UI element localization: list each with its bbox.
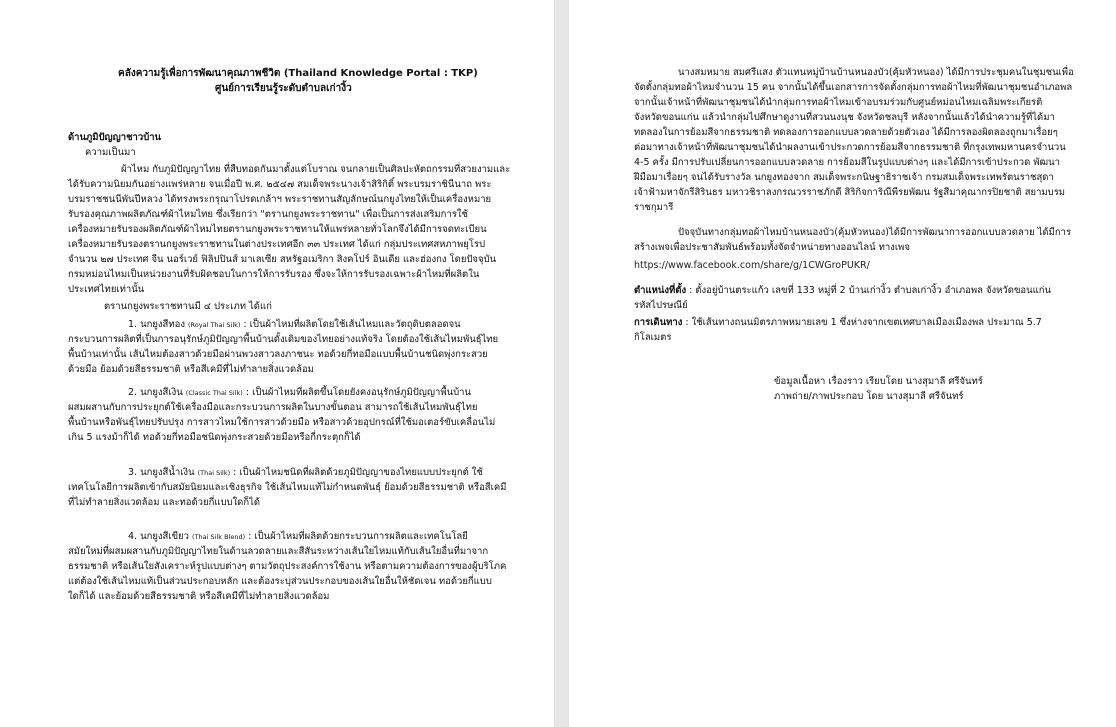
intro-line: เครื่องหมายรับรองผลิตภัณฑ์ผ้าไหมไทยตรานกยูงพระราชทานให้แพร่หลายทั่วโลกจึงได้มีการจดทะเบียน	[68, 224, 487, 235]
item-name: นกยูงสีเงิน	[140, 387, 183, 398]
page-subtitle: ศูนย์การเรียนรู้ระดับตำบลเก่างิ้ว	[215, 83, 352, 94]
list-item-line: สมัยใหม่ที่ผสมผสานกับภูมิปัญญาไทยในด้านลวดลายและสีสันระหว่างเส้นใยไหมแท้กับเส้นใยอื่นที่มาจาก	[68, 546, 489, 557]
list-item-header	[128, 530, 468, 544]
intro-line: บรมราชชนนีพันปีหลวง ได้ทรงพระกรุณาโปรดเกล้าฯ พระราชทานสัญลักษณ์นกยูงไทยให้เป็นเครื่องหมาย	[68, 194, 492, 205]
location-label: ตำแหน่งที่ตั้ง	[634, 285, 687, 296]
paragraph-line: นางสมหมาย สมศรีแสง ตัวแทนหมู่บ้านบ้านหนองบัว(คุ้มหัวหนอง) ได้มีการประชุมคนในชุมชนเพื่อ	[678, 67, 1074, 78]
paragraph-line: ทดลองในการย้อมสีจากธรรมชาติ ทดลองการออกแบบลวดลายด้วยตัวเอง ได้มีการลองผิดลองถูกมาเรื่อยๆ	[634, 127, 1058, 138]
item-description: : เป็นผ้าไหมที่ผลิตโดยใช้เส้นไหมและวัตถุดิบตลอดจน	[240, 319, 461, 330]
location-line	[634, 284, 1051, 298]
item-description: : เป็นผ้าไหมที่ผลิตขึ้นโดยยังคงอนุรักษ์ภูมิปัญญาพื้นบ้าน	[242, 387, 471, 398]
paragraph-line: เจ้าฟ้ามหาจักรีสิรินธร มหาวชิราลงกรณวรราชภักดี สิริกิจการิณีพีรยพัฒน รัฐสีมาคุณากรปิยชาติ สยามบรม	[634, 187, 1066, 198]
paragraph-line: ฝีมือมาเรื่อยๆ จนได้รับรางวัล นกยูงทองจาก สมเด็จพระกนิษฐาธิราชเจ้า กรมสมเด็จพระเทพรัตนราชสุดา	[634, 172, 1054, 183]
location-text: : ตั้งอยู่บ้านตระแก้ว เลขที่ 133 หมู่ที่ 2 บ้านเก่างิ้ว ตำบลเก่างิ้ว อำเภอพล จังหวัดขอนแก่น	[686, 285, 1052, 296]
intro-line: รับรองคุณภาพผลิตภัณฑ์ผ้าไหมไทย ซึ่งเรียกว่า "ตรานกยูงพระราชทาน" เพื่อเป็นการส่งเสริมการใช้	[68, 209, 468, 220]
list-item-header	[128, 386, 471, 400]
intro-line: จำนวน ๒๗ ประเทศ จีน นอร์เวย์ ฟิลิปปินส์ มาเลเซีย สหรัฐอเมริกา สิงคโปร์ อินเดีย และฮ่องกง โดยปัจจุบัน	[68, 254, 497, 265]
list-item-line: ใดก็ได้ และย้อมด้วยสีธรรมชาติ หรือสีเคมีที่ไม่ทำลายสิ่งแวดล้อม	[68, 591, 330, 602]
item-number: 4.	[128, 531, 138, 542]
intro-line: กรมหม่อนไหมเป็นหน่วยงานที่รับผิดชอบในการให้การรับรอง ซึ่งจะให้การรับรองเฉพาะผ้าไหมที่ผลิตใน	[68, 269, 480, 280]
intro-line: เครื่องหมายรับรองตรานกยูงพระราชทานในต่างประเทศอีก ๓๓ ประเทศ ได้แก่ กลุ่มประเทศสหภาพยุโรป	[68, 239, 486, 250]
travel-text: : ใช้เส้นทางถนนมิตรภาพหมายเลข 1 ซึ่งห่างจากเขตเทศบาลเมืองเมืองพล ประมาณ 5.7	[682, 317, 1042, 328]
facebook-page-link[interactable]: https://www.facebook.com/share/g/1CWGroPUKR/	[634, 260, 870, 271]
paragraph-line: ปัจจุบันทางกลุ่มทอผ้าไหมบ้านหนองบัว(คุ้มหัวหนอง)ได้มีการพัฒนาการออกแบบลวดลาย ได้มีการ	[678, 227, 1072, 238]
types-intro: ตรานกยูงพระราชทานมี ๔ ประเภท ได้แก่	[104, 301, 272, 312]
travel-line-2: กิโลเมตร	[634, 332, 672, 343]
list-item-line: ผสมผสานกับการประยุกต์ใช้เครื่องมือและกระบวนการผลิตในบางขั้นตอน สามารถใช้เส้นไหมพันธุ์ไทย	[68, 402, 478, 413]
paragraph-line: สร้างเพจเพื่อประชาสัมพันธ์พร้อมทั้งจัดจำหน่ายทางออนไลน์ ทางเพจ	[634, 242, 910, 253]
list-item-line: กระบวนการผลิตที่เป็นการอนุรักษ์ภูมิปัญญาพื้นบ้านดั้งเดิมของไทยอย่างแท้จริง โดยต้องใช้เส้นไหมพันธุ์ไทย	[68, 334, 499, 345]
item-name: นกยูงสีเขียว	[140, 531, 190, 542]
item-description: : เป็นผ้าไหมชนิดที่ผลิตด้วยภูมิปัญญาของไทยแบบประยุกต์ ใช้	[230, 467, 483, 478]
paragraph-line: ต่อมาทางเจ้าหน้าที่พัฒนาชุมชนได้นำผลงานเข้าประกวดการย้อมสีจากธรรมชาติ ที่กรุงเทพมหานครจำนวน	[634, 142, 1066, 153]
paragraph-line: จากนั้นเจ้าหน้าที่พัฒนาชุมชนได้นำกลุ่มการทอผ้าไหมเข้าอบรมร่วมกับศูนย์หม่อนไหมเฉลิมพระเกียรติ	[634, 97, 1043, 108]
paragraph-line: จังหวัดขอนแก่น แล้วนำกลุ่มไปศึกษาดูงานที่สวนนงนุช จังหวัดชลบุรี หลังจากนั้นแล้วได้นำความรู้ที่ได้มา	[634, 112, 1055, 123]
list-item-line: พื้นบ้านหรือพันธุ์ไทยปรับปรุง การสาวไหมใช้การสาวด้วยมือ หรือสาวด้วยอุปกรณ์ที่ใช้มอเตอร์ขับเคลื่อนไม่	[68, 417, 496, 428]
paragraph-line: จัดตั้งกลุ่มทอผ้าไหมจำนวน 15 คน จากนั้นได้ขึ้นเอกสารการจัดตั้งกลุ่มการทอผ้าไหมที่พัฒนาชุมชนอำเภอพล	[634, 82, 1073, 93]
item-english-name: (Royal Thai Silk)	[188, 321, 241, 329]
list-item-line: ที่ไม่ทำลายสิ่งแวดล้อม และทอด้วยกี่แบบใดก็ได้	[68, 497, 261, 508]
item-english-name: (Thai Silk)	[197, 469, 231, 477]
travel-label: การเดินทาง	[634, 317, 683, 328]
travel-line	[634, 316, 1042, 330]
list-item-header	[128, 466, 483, 480]
intro-line: ประเทศไทยเท่านั้น	[68, 284, 145, 295]
content-credit: ข้อมูลเนื้อหา เรื่องราว เรียบโดย นางสุมาลี ศรีจันทร์	[774, 376, 983, 387]
list-item-line: แต่ต้องใช้เส้นไหมแท้เป็นส่วนประกอบหลัก และต้องระบุส่วนประกอบของเส้นใยอื่นให้ชัดเจน ทอด้วยกี่แบบ	[68, 576, 492, 587]
item-name: นกยูงสีทอง	[140, 319, 185, 330]
paragraph-line: 4-5 ครั้ง มีการปรับเปลี่ยนการออกแบบลวดลาย การย้อมสีในรูปแบบต่างๆ และได้มีการเข้าประกวด พัฒนา	[634, 157, 1060, 168]
location-line-2: รหัสไปรษณีย์	[634, 300, 688, 311]
intro-line: ผ้าไหม กับภูมิปัญญาไทย ที่สืบทอดกันมาตั้งแต่โบราณ จนกลายเป็นศิลปะหัตถกรรมที่สวยงามและ	[121, 164, 511, 175]
intro-line: ได้รับความนิยมกันอย่างแพร่หลาย จนเมื่อปี พ.ศ. ๒๕๔๗ สมเด็จพระนางเจ้าสิริกิติ์ พระบรมราชินีนาถ พระ	[68, 179, 492, 190]
item-number: 1.	[128, 319, 138, 330]
item-english-name: (Thai Silk Blend)	[192, 533, 246, 541]
item-number: 2.	[128, 387, 138, 398]
section-heading: ด้านภูมิปัญญาชาวบ้าน	[68, 132, 162, 143]
list-item-line: พื้นบ้านเท่านั้น เส้นไหมต้องสาวด้วยมือผ่านพวงสาวลงภาชนะ ทอด้วยกี่ทอมือแบบพื้นบ้านชนิดพุ่งกระสวย	[68, 349, 488, 360]
list-item-header	[128, 318, 461, 332]
document-page-right	[569, 0, 1116, 727]
page-title: คลังความรู้เพื่อการพัฒนาคุณภาพชีวิต (Thailand Knowledge Portal : TKP)	[118, 68, 478, 79]
photo-credit: ภาพถ่าย/ภาพประกอบ โดย นางสุมาลี ศรีจันทร์	[774, 391, 964, 402]
item-number: 3.	[128, 467, 138, 478]
subheading: ความเป็นมา	[85, 147, 136, 158]
document-page-left	[0, 0, 554, 727]
list-item-line: ด้วยมือ ย้อมด้วยสีธรรมชาติ หรือสีเคมีที่ไม่ทำลายสิ่งแวดล้อม	[68, 364, 314, 375]
paragraph-line: ราชกุมารี	[634, 202, 674, 213]
list-item-line: ธรรมชาติ หรือเส้นใยสังเคราะห์รูปแบบต่างๆ ตามวัตถุประสงค์การใช้งาน หรือตามความต้องการของผู้บริโภค	[68, 561, 507, 572]
list-item-line: เกิน 5 แรงม้าก็ได้ ทอด้วยกี่ทอมือชนิดพุ่งกระสวยด้วยมือหรือกี่กระตุกก็ได้	[68, 432, 361, 443]
item-name: นกยูงสีน้ำเงิน	[140, 467, 195, 478]
item-english-name: (Classic Thai Silk)	[185, 389, 243, 397]
item-description: : เป็นผ้าไหมที่ผลิตด้วยกระบวนการผลิตและเทคโนโลยี	[245, 531, 468, 542]
list-item-line: เทคโนโลยีการผลิตเข้ากับสมัยนิยมและเชิงธุรกิจ ใช้เส้นไหมแท้ไม่กำหนดพันธุ์ ย้อมด้วยสีธรรมชาติ หรือสีเคมี	[68, 482, 507, 493]
